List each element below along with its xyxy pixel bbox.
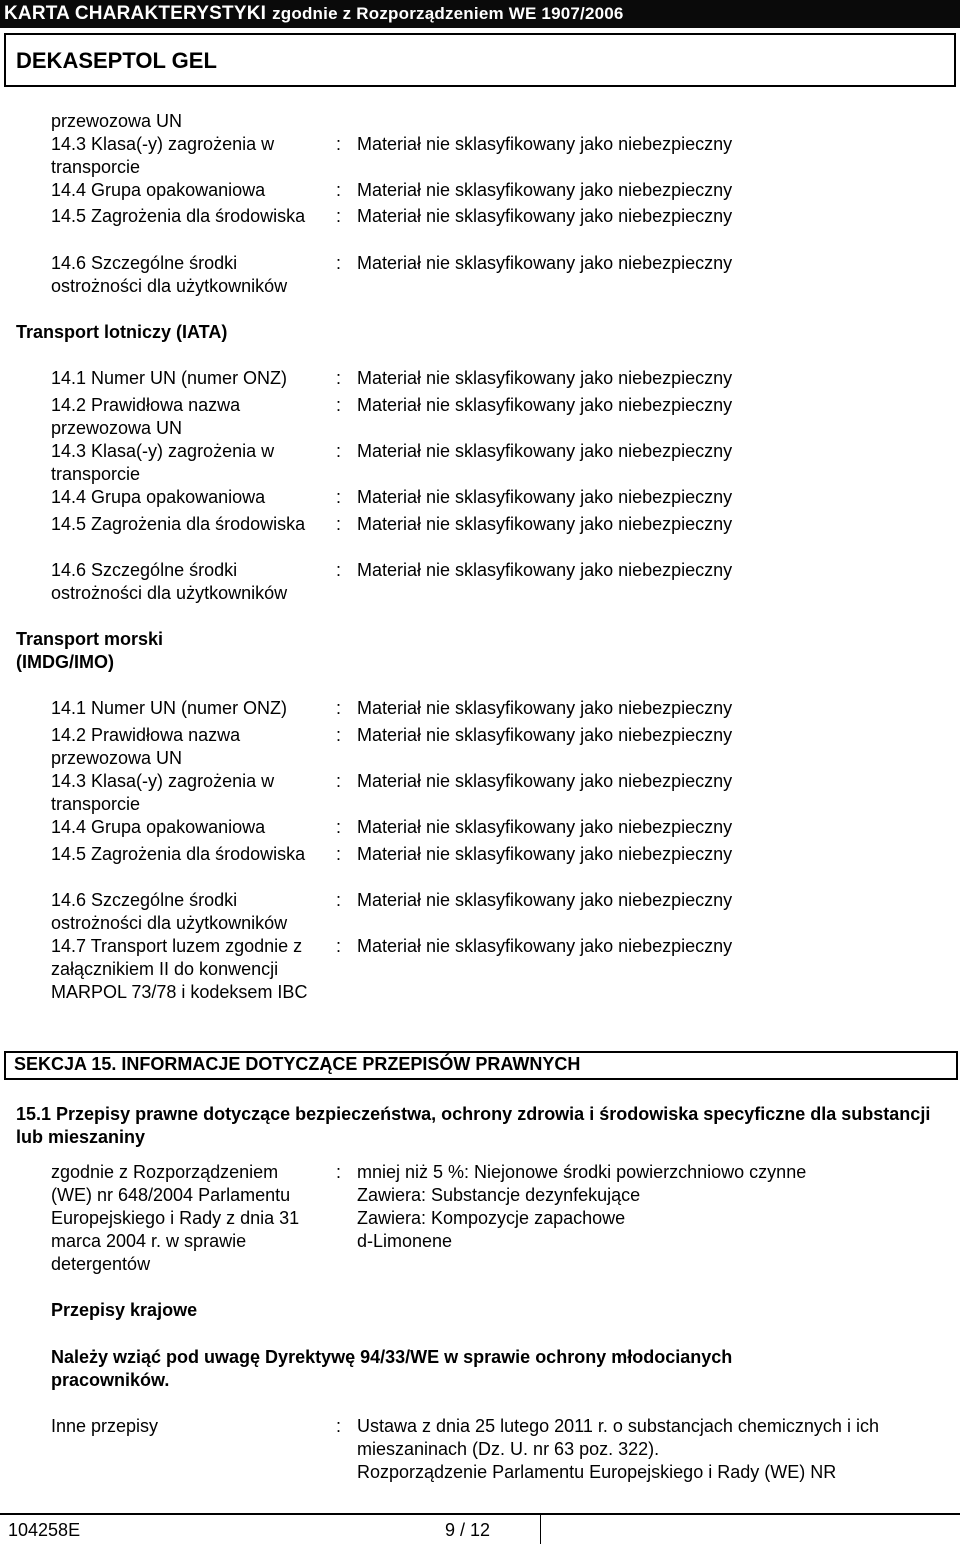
national-regulations-note: Należy wziąć pod uwagę Dyrektywę 94/33/WE w sprawie ochrony młodocianych pracowników. (51, 1347, 733, 1390)
row-label: 14.2 Prawidłowa nazwa przewozowa UN (51, 395, 241, 438)
row-value: Materiał nie sklasyfikowany jako niebezpieczny (357, 844, 733, 864)
row-label: 14.1 Numer UN (numer ONZ) (51, 368, 288, 388)
document-code: 104258E (8, 1520, 81, 1540)
row-label: 14.6 Szczególne środki ostrożności dla użytkowników (51, 890, 288, 933)
row-label: 14.5 Zagrożenia dla środowiska (51, 844, 306, 864)
document-title: KARTA CHARAKTERYSTYKI zgodnie z Rozporządzeniem WE 1907/2006 (4, 3, 624, 24)
row-label: 14.5 Zagrożenia dla środowiska (51, 514, 306, 534)
other-regulation-line: Rozporządzenie Parlamentu Europejskiego i Rady (WE) NR (357, 1462, 837, 1482)
document-subtitle: zgodnie z Rozporządzeniem WE 1907/2006 (272, 4, 624, 23)
row-value: Materiał nie sklasyfikowany jako niebezpieczny (357, 817, 733, 837)
section-15-heading: SEKCJA 15. INFORMACJE DOTYCZĄCE PRZEPISÓW PRAWNYCH (14, 1054, 581, 1074)
sea-transport-heading: Transport morski (IMDG/IMO) (16, 629, 164, 672)
page-number: 9 / 12 (445, 1520, 491, 1540)
row-value: Materiał nie sklasyfikowany jako niebezpieczny (357, 253, 733, 273)
footer-divider (540, 1515, 541, 1544)
section-15-heading-box (4, 1051, 958, 1080)
row-value: Materiał nie sklasyfikowany jako niebezpieczny (357, 395, 733, 415)
row-value: Materiał nie sklasyfikowany jako niebezpieczny (357, 134, 733, 154)
other-regulation-line: Ustawa z dnia 25 lutego 2011 r. o substancjach chemicznych i ich mieszaninach (Dz. U. nr 63 poz. 322). (357, 1416, 879, 1459)
row-value: Materiał nie sklasyfikowany jako niebezpieczny (357, 890, 733, 910)
regulation-value-line: mniej niż 5 %: Niejonowe środki powierzchniowo czynne (357, 1162, 807, 1182)
page-footer (0, 1513, 960, 1544)
row-value: Materiał nie sklasyfikowany jako niebezpieczny (357, 771, 733, 791)
row-label: 14.1 Numer UN (numer ONZ) (51, 698, 288, 718)
subsection-15-1-heading: 15.1 Przepisy prawne dotyczące bezpieczeństwa, ochrony zdrowia i środowiska specyficzne dla substancji lub mieszaniny (16, 1104, 931, 1147)
row-value: Materiał nie sklasyfikowany jako niebezpieczny (357, 487, 733, 507)
regulation-value-line: d-Limonene (357, 1231, 453, 1251)
row-label: 14.2 Prawidłowa nazwa przewozowa UN (51, 725, 241, 768)
row-label: 14.3 Klasa(-y) zagrożenia w transporcie (51, 771, 275, 814)
row-label: Inne przepisy (51, 1416, 159, 1436)
row-label: 14.6 Szczególne środki ostrożności dla użytkowników (51, 253, 288, 296)
row-value: Materiał nie sklasyfikowany jako niebezpieczny (357, 936, 733, 956)
row-value: Materiał nie sklasyfikowany jako niebezpieczny (357, 441, 733, 461)
row-value: Materiał nie sklasyfikowany jako niebezpieczny (357, 206, 733, 226)
document-header (0, 0, 960, 28)
row-value: Materiał nie sklasyfikowany jako niebezpieczny (357, 725, 733, 745)
row-label: 14.3 Klasa(-y) zagrożenia w transporcie (51, 441, 275, 484)
row-value: Materiał nie sklasyfikowany jako niebezpieczny (357, 368, 733, 388)
regulation-value-line: Zawiera: Kompozycje zapachowe (357, 1208, 626, 1228)
row-value (357, 1161, 957, 1253)
row-value: Materiał nie sklasyfikowany jako niebezpieczny (357, 514, 733, 534)
row-label: 14.5 Zagrożenia dla środowiska (51, 206, 306, 226)
row-label: 14.4 Grupa opakowaniowa (51, 487, 266, 507)
row-label: 14.7 Transport luzem zgodnie z załącznikiem II do konwencji MARPOL 73/78 i kodeksem IBC (51, 936, 308, 1002)
regulation-value-line: Zawiera: Substancje dezynfekujące (357, 1185, 641, 1205)
row-value: Materiał nie sklasyfikowany jako niebezpieczny (357, 560, 733, 580)
air-transport-heading: Transport lotniczy (IATA) (16, 322, 228, 342)
product-name-box (4, 33, 956, 87)
row-label: 14.4 Grupa opakowaniowa (51, 180, 266, 200)
row-value: Materiał nie sklasyfikowany jako niebezpieczny (357, 698, 733, 718)
row-label: przewozowa UN (51, 111, 183, 131)
row-label: 14.3 Klasa(-y) zagrożenia w transporcie (51, 134, 275, 177)
row-label: 14.6 Szczególne środki ostrożności dla użytkowników (51, 560, 288, 603)
row-label: zgodnie z Rozporządzeniem (WE) nr 648/2004 Parlamentu Europejskiego i Rady z dnia 31 marca 2004 r. w sprawie detergentów (51, 1162, 300, 1274)
row-label: 14.4 Grupa opakowaniowa (51, 817, 266, 837)
product-name: DEKASEPTOL GEL (16, 48, 217, 73)
row-value (357, 1415, 947, 1484)
national-regulations-heading: Przepisy krajowe (51, 1300, 198, 1320)
row-value: Materiał nie sklasyfikowany jako niebezpieczny (357, 180, 733, 200)
